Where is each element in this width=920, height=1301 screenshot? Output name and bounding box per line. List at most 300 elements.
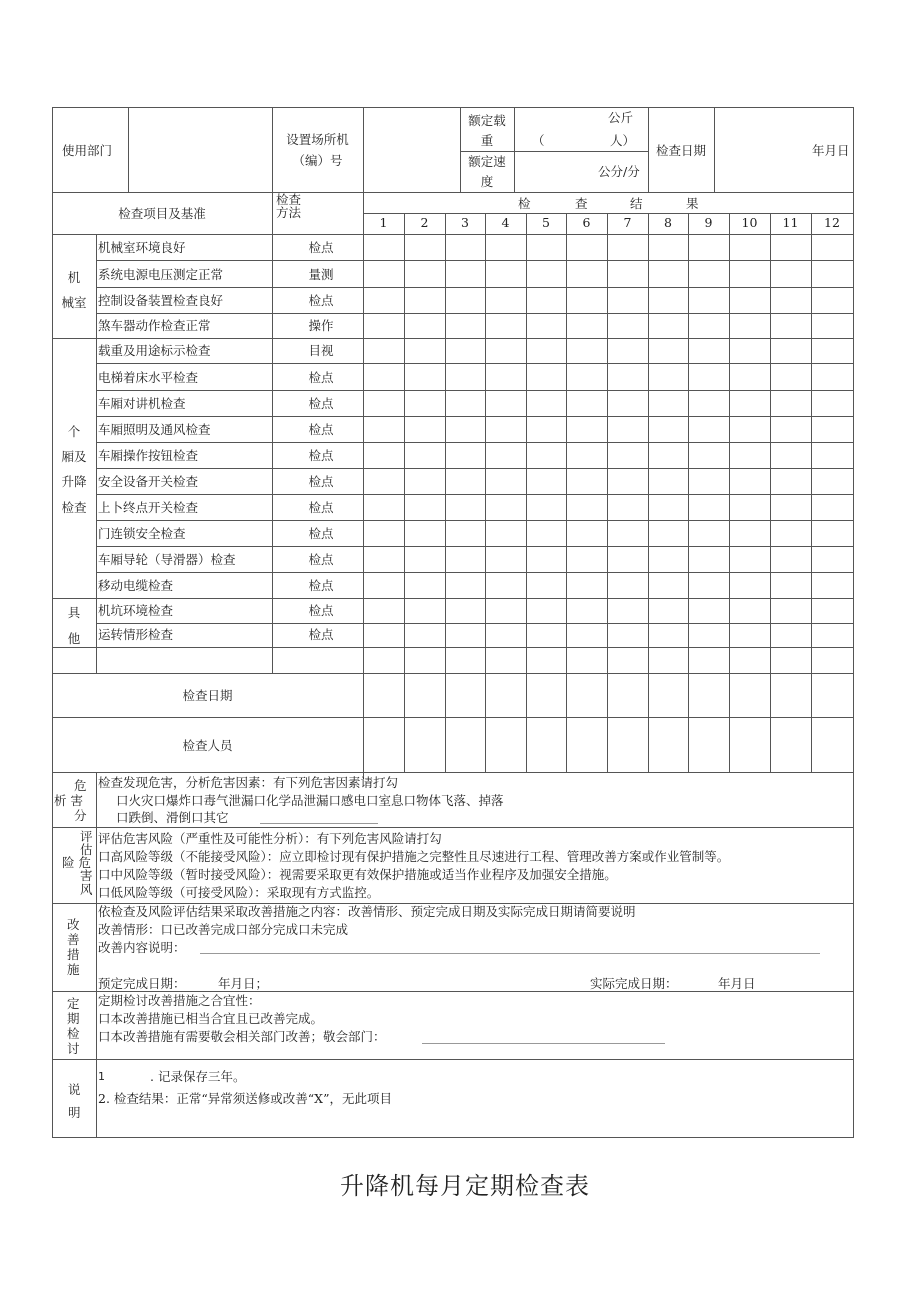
result-cell[interactable]: [812, 364, 853, 390]
result-cell[interactable]: [446, 599, 485, 623]
result-cell[interactable]: [364, 417, 404, 442]
result-cell[interactable]: [608, 624, 648, 647]
results-header-char: 查: [575, 196, 588, 211]
result-cell[interactable]: [567, 573, 607, 598]
result-cell[interactable]: [730, 521, 770, 546]
result-cell[interactable]: [405, 718, 445, 772]
result-cell[interactable]: [364, 495, 404, 520]
result-cell[interactable]: [689, 624, 729, 647]
divider: [52, 717, 854, 718]
result-cell[interactable]: [730, 624, 770, 647]
result-cell[interactable]: [446, 648, 485, 673]
result-cell[interactable]: [364, 718, 404, 772]
result-cell[interactable]: [689, 573, 729, 598]
group-label-car: 厢及: [61, 449, 87, 464]
result-cell[interactable]: [527, 469, 566, 494]
result-cell[interactable]: [446, 718, 485, 772]
divider: [52, 1059, 854, 1060]
month-header: 10: [741, 215, 758, 230]
divider: [96, 234, 97, 673]
result-cell[interactable]: [649, 495, 688, 520]
risk-side-label: 评: [80, 829, 93, 844]
result-cell[interactable]: [405, 521, 445, 546]
review-side-label: 定: [67, 996, 80, 1011]
result-cell[interactable]: [689, 547, 729, 572]
result-cell[interactable]: [527, 718, 566, 772]
risk-medium: 口中风险等级（暂时接受风险）：视需要采取更有效保护措施或适当作业程序及加强安全措施。: [98, 867, 617, 882]
result-cell[interactable]: [486, 469, 526, 494]
result-cell[interactable]: [567, 469, 607, 494]
result-cell[interactable]: [446, 339, 485, 363]
review-dept-underline[interactable]: [422, 1043, 665, 1044]
result-cell[interactable]: [812, 599, 853, 623]
result-cell[interactable]: [486, 674, 526, 717]
result-cell[interactable]: [405, 288, 445, 313]
result-cell[interactable]: [405, 364, 445, 390]
hazard-side-label: 危: [74, 778, 87, 793]
review-side-label: 讨: [67, 1041, 80, 1056]
result-cell[interactable]: [649, 288, 688, 313]
result-cell[interactable]: [649, 443, 688, 468]
result-cell[interactable]: [486, 599, 526, 623]
result-cell[interactable]: [608, 469, 648, 494]
result-cell[interactable]: [446, 469, 485, 494]
result-cell[interactable]: [527, 495, 566, 520]
result-cell[interactable]: [689, 674, 729, 717]
result-cell[interactable]: [486, 261, 526, 287]
results-header-char: 检: [518, 196, 531, 211]
result-cell[interactable]: [527, 364, 566, 390]
result-cell[interactable]: [771, 443, 811, 468]
group-label-other: 具: [67, 605, 81, 620]
result-cell[interactable]: [689, 599, 729, 623]
improvement-side-label: 施: [67, 962, 80, 977]
result-cell[interactable]: [446, 364, 485, 390]
rated-speed-label-line2: 度: [480, 174, 494, 189]
result-cell[interactable]: [812, 718, 853, 772]
result-cell[interactable]: [486, 547, 526, 572]
risk-intro: 评估危害风险（严重性及可能性分析）：有下列危害风险请打勾: [98, 831, 442, 846]
result-cell[interactable]: [608, 521, 648, 546]
result-cell[interactable]: [649, 469, 688, 494]
result-cell[interactable]: [527, 624, 566, 647]
result-cell[interactable]: [730, 495, 770, 520]
result-cell[interactable]: [812, 674, 853, 717]
result-cell[interactable]: [771, 718, 811, 772]
result-cell[interactable]: [608, 495, 648, 520]
location-label-line1: 设置场所机: [286, 132, 349, 147]
result-cell[interactable]: [608, 288, 648, 313]
item-header: 检查项目及基准: [118, 206, 206, 221]
result-cell[interactable]: [567, 443, 607, 468]
result-cell[interactable]: [446, 391, 485, 416]
result-cell[interactable]: [527, 573, 566, 598]
result-cell[interactable]: [364, 364, 404, 390]
result-cell[interactable]: [405, 547, 445, 572]
result-cell[interactable]: [486, 364, 526, 390]
result-cell[interactable]: [771, 521, 811, 546]
result-cell[interactable]: [567, 495, 607, 520]
planned-date-value: 年月日；: [218, 976, 269, 991]
result-cell[interactable]: [689, 314, 729, 338]
result-cell[interactable]: [771, 469, 811, 494]
divider: [52, 192, 854, 193]
result-cell[interactable]: [812, 547, 853, 572]
result-cell[interactable]: [446, 521, 485, 546]
result-cell[interactable]: [567, 364, 607, 390]
planned-date-label: 预定完成日期：: [98, 976, 186, 991]
result-cell[interactable]: [567, 288, 607, 313]
result-cell[interactable]: [486, 235, 526, 260]
result-cell[interactable]: [446, 417, 485, 442]
result-cell[interactable]: [689, 235, 729, 260]
result-cell[interactable]: [486, 417, 526, 442]
result-cell[interactable]: [608, 314, 648, 338]
result-cell[interactable]: [446, 261, 485, 287]
result-cell[interactable]: [771, 599, 811, 623]
result-cell[interactable]: [730, 599, 770, 623]
result-cell[interactable]: [771, 417, 811, 442]
month-header: 7: [623, 215, 632, 230]
month-header: 2: [420, 215, 429, 230]
result-cell[interactable]: [812, 235, 853, 260]
result-cell[interactable]: [771, 339, 811, 363]
result-cell[interactable]: [812, 339, 853, 363]
result-cell[interactable]: [608, 718, 648, 772]
review-option-1: 口本改善措施已相当合宜且已改善完成。: [98, 1011, 324, 1026]
dept-field[interactable]: [129, 108, 271, 191]
result-cell[interactable]: [405, 235, 445, 260]
result-cell[interactable]: [567, 314, 607, 338]
result-cell[interactable]: [730, 288, 770, 313]
result-cell[interactable]: [567, 624, 607, 647]
result-cell[interactable]: [405, 573, 445, 598]
result-cell[interactable]: [608, 417, 648, 442]
item-method: 检点: [308, 240, 334, 255]
location-field[interactable]: [364, 108, 459, 191]
result-cell[interactable]: [446, 547, 485, 572]
result-cell[interactable]: [567, 261, 607, 287]
result-cell[interactable]: [812, 261, 853, 287]
result-cell[interactable]: [364, 469, 404, 494]
result-cell[interactable]: [689, 417, 729, 442]
result-cell[interactable]: [608, 573, 648, 598]
result-cell[interactable]: [486, 624, 526, 647]
result-cell[interactable]: [730, 648, 770, 673]
result-cell[interactable]: [608, 674, 648, 717]
result-cell[interactable]: [527, 443, 566, 468]
result-cell[interactable]: [567, 718, 607, 772]
result-cell[interactable]: [771, 235, 811, 260]
month-header: 12: [824, 215, 840, 230]
result-cell[interactable]: [771, 314, 811, 338]
improvement-content-label: 改善内容说明：: [98, 940, 186, 955]
result-cell[interactable]: [405, 261, 445, 287]
result-cell[interactable]: [446, 443, 485, 468]
result-cell[interactable]: [608, 648, 648, 673]
result-cell[interactable]: [812, 573, 853, 598]
result-cell[interactable]: [405, 339, 445, 363]
item-label: 机坑环境检查: [98, 603, 174, 618]
result-cell[interactable]: [771, 391, 811, 416]
result-cell[interactable]: [649, 547, 688, 572]
result-cell[interactable]: [527, 288, 566, 313]
result-cell[interactable]: [364, 547, 404, 572]
month-header: 8: [664, 215, 672, 230]
result-cell[interactable]: [812, 443, 853, 468]
results-header-char: 结: [630, 196, 643, 211]
result-cell[interactable]: [405, 391, 445, 416]
notes-line-1-number: 1: [98, 1070, 105, 1083]
result-cell[interactable]: [649, 314, 688, 338]
result-cell[interactable]: [364, 261, 404, 287]
result-cell[interactable]: [730, 547, 770, 572]
result-cell[interactable]: [608, 599, 648, 623]
result-cell[interactable]: [608, 547, 648, 572]
result-cell[interactable]: [649, 235, 688, 260]
result-cell[interactable]: [689, 469, 729, 494]
hazard-other-underline[interactable]: [260, 823, 378, 824]
result-cell[interactable]: [567, 521, 607, 546]
group-label-car: 个: [67, 424, 81, 439]
result-cell[interactable]: [567, 599, 607, 623]
result-cell[interactable]: [364, 391, 404, 416]
item-label: 车厢导轮（导滑器）检查: [98, 552, 236, 567]
result-cell[interactable]: [689, 521, 729, 546]
improvement-intro: 依检查及风险评估结果采取改善措施之内容：改善情形、预定完成日期及实际完成日期请简要说明: [98, 904, 636, 919]
group-label-other: 他: [67, 631, 81, 646]
result-cell[interactable]: [527, 235, 566, 260]
result-cell[interactable]: [405, 417, 445, 442]
item-label: 车厢操作按钮检查: [98, 448, 199, 463]
result-cell[interactable]: [486, 495, 526, 520]
result-cell[interactable]: [527, 314, 566, 338]
result-cell[interactable]: [364, 339, 404, 363]
improvement-status: 改善情形：口已改善完成口部分完成口未完成: [98, 922, 349, 937]
result-cell[interactable]: [567, 339, 607, 363]
result-cell[interactable]: [446, 573, 485, 598]
result-cell[interactable]: [689, 495, 729, 520]
result-cell[interactable]: [364, 674, 404, 717]
result-cell[interactable]: [364, 573, 404, 598]
result-cell[interactable]: [689, 391, 729, 416]
result-cell[interactable]: [689, 288, 729, 313]
result-cell[interactable]: [771, 288, 811, 313]
result-cell[interactable]: [527, 648, 566, 673]
review-side-label: 检: [67, 1026, 80, 1041]
result-cell[interactable]: [649, 261, 688, 287]
review-option-2: 口本改善措施有需要敬会相关部门改善；敬会部门：: [98, 1029, 386, 1044]
item-label: 上卜终点开关检查: [98, 500, 199, 515]
item-method: 检点: [308, 474, 334, 489]
result-cell[interactable]: [527, 261, 566, 287]
result-cell[interactable]: [364, 443, 404, 468]
result-cell[interactable]: [567, 391, 607, 416]
result-cell[interactable]: [364, 624, 404, 647]
result-cell[interactable]: [608, 391, 648, 416]
result-cell[interactable]: [771, 547, 811, 572]
item-label: 安全设备开关检查: [98, 474, 199, 489]
result-cell[interactable]: [527, 521, 566, 546]
result-cell[interactable]: [812, 624, 853, 647]
result-cell[interactable]: [527, 339, 566, 363]
inspector-row-label: 检查人员: [182, 738, 233, 753]
result-cell[interactable]: [486, 391, 526, 416]
result-cell[interactable]: [486, 648, 526, 673]
result-cell[interactable]: [730, 469, 770, 494]
result-cell[interactable]: [405, 648, 445, 673]
result-cell[interactable]: [730, 261, 770, 287]
result-cell[interactable]: [649, 718, 688, 772]
notes-side-label: 说: [68, 1082, 81, 1097]
result-cell[interactable]: [486, 718, 526, 772]
result-cell[interactable]: [608, 235, 648, 260]
group-label-machine-room: 机: [67, 270, 81, 285]
result-cell[interactable]: [730, 718, 770, 772]
result-cell[interactable]: [405, 495, 445, 520]
improvement-content-underline[interactable]: [200, 953, 820, 954]
result-cell[interactable]: [730, 235, 770, 260]
result-cell[interactable]: [405, 443, 445, 468]
result-cell[interactable]: [771, 648, 811, 673]
result-cell[interactable]: [689, 718, 729, 772]
result-cell[interactable]: [771, 495, 811, 520]
item-method: 检点: [308, 526, 334, 541]
month-header: 5: [542, 215, 550, 230]
hazard-side-label: 析 害: [54, 793, 83, 808]
item-method: 检点: [308, 552, 334, 567]
result-cell[interactable]: [649, 573, 688, 598]
result-cell[interactable]: [608, 339, 648, 363]
result-cell[interactable]: [364, 314, 404, 338]
month-header: 3: [461, 215, 469, 230]
result-cell[interactable]: [730, 314, 770, 338]
result-cell[interactable]: [486, 314, 526, 338]
result-cell[interactable]: [649, 674, 688, 717]
result-cell[interactable]: [730, 443, 770, 468]
result-cell[interactable]: [486, 288, 526, 313]
result-cell[interactable]: [649, 339, 688, 363]
result-cell[interactable]: [689, 339, 729, 363]
result-cell[interactable]: [527, 599, 566, 623]
divider: [272, 107, 273, 192]
result-cell[interactable]: [812, 391, 853, 416]
review-side-label: 期: [67, 1011, 80, 1026]
result-cell[interactable]: [567, 547, 607, 572]
result-cell[interactable]: [567, 235, 607, 260]
result-cell[interactable]: [486, 521, 526, 546]
item-label: 机械室环境良好: [98, 240, 186, 255]
result-cell[interactable]: [771, 624, 811, 647]
result-cell[interactable]: [649, 364, 688, 390]
result-cell[interactable]: [689, 261, 729, 287]
result-cell[interactable]: [689, 443, 729, 468]
actual-date-value: 年月日: [718, 976, 756, 991]
result-cell[interactable]: [730, 339, 770, 363]
result-cell[interactable]: [446, 235, 485, 260]
result-cell[interactable]: [812, 417, 853, 442]
result-cell[interactable]: [446, 674, 485, 717]
result-cell[interactable]: [405, 599, 445, 623]
item-label: 煞车器动作检查正常: [98, 318, 211, 333]
result-cell[interactable]: [812, 521, 853, 546]
month-header: 1: [379, 215, 388, 230]
result-cell[interactable]: [689, 364, 729, 390]
result-cell[interactable]: [446, 495, 485, 520]
result-cell[interactable]: [527, 417, 566, 442]
result-cell[interactable]: [486, 443, 526, 468]
result-cell[interactable]: [446, 314, 485, 338]
result-cell[interactable]: [567, 648, 607, 673]
result-cell[interactable]: [527, 674, 566, 717]
result-cell[interactable]: [649, 391, 688, 416]
hazard-options-2: 口跌倒、滑倒口其它: [116, 810, 229, 825]
result-cell[interactable]: [812, 288, 853, 313]
month-header: 6: [582, 215, 591, 230]
month-header: 11: [782, 215, 799, 230]
result-cell[interactable]: [405, 469, 445, 494]
result-cell[interactable]: [364, 288, 404, 313]
result-cell[interactable]: [405, 624, 445, 647]
result-cell[interactable]: [730, 674, 770, 717]
result-cell[interactable]: [486, 573, 526, 598]
result-cell[interactable]: [730, 573, 770, 598]
result-cell[interactable]: [364, 521, 404, 546]
result-cell[interactable]: [649, 648, 688, 673]
result-cell[interactable]: [812, 495, 853, 520]
result-cell[interactable]: [730, 417, 770, 442]
result-cell[interactable]: [812, 469, 853, 494]
result-cell[interactable]: [689, 648, 729, 673]
result-cell[interactable]: [649, 417, 688, 442]
result-cell[interactable]: [649, 599, 688, 623]
result-cell[interactable]: [567, 417, 607, 442]
divider: [272, 192, 273, 234]
method-header-line2: 方法: [276, 205, 302, 220]
result-cell[interactable]: [405, 314, 445, 338]
result-cell[interactable]: [364, 235, 404, 260]
result-cell[interactable]: [446, 624, 485, 647]
result-cell[interactable]: [771, 674, 811, 717]
result-cell[interactable]: [608, 443, 648, 468]
result-cell[interactable]: [608, 261, 648, 287]
improvement-side-label: 改: [67, 917, 80, 932]
result-cell[interactable]: [649, 624, 688, 647]
risk-low: 口低风险等级（可接受风险）：采取现有方式监控。: [98, 885, 380, 900]
result-cell[interactable]: [771, 573, 811, 598]
result-cell[interactable]: [364, 648, 404, 673]
item-label: 车厢照明及通风检查: [98, 422, 211, 437]
month-header: 9: [704, 215, 713, 230]
result-cell[interactable]: [405, 674, 445, 717]
result-cell[interactable]: [771, 364, 811, 390]
result-cell[interactable]: [730, 364, 770, 390]
date-row-label: 检查日期: [182, 688, 233, 703]
result-cell[interactable]: [812, 314, 853, 338]
result-cell[interactable]: [812, 648, 853, 673]
result-cell[interactable]: [486, 339, 526, 363]
item-method: 检点: [308, 603, 334, 618]
result-cell[interactable]: [608, 364, 648, 390]
result-cell[interactable]: [567, 674, 607, 717]
result-cell[interactable]: [446, 288, 485, 313]
result-cell[interactable]: [527, 547, 566, 572]
result-cell[interactable]: [364, 599, 404, 623]
result-cell[interactable]: [730, 391, 770, 416]
result-cell[interactable]: [771, 261, 811, 287]
result-cell[interactable]: [527, 391, 566, 416]
result-cell[interactable]: [649, 521, 688, 546]
